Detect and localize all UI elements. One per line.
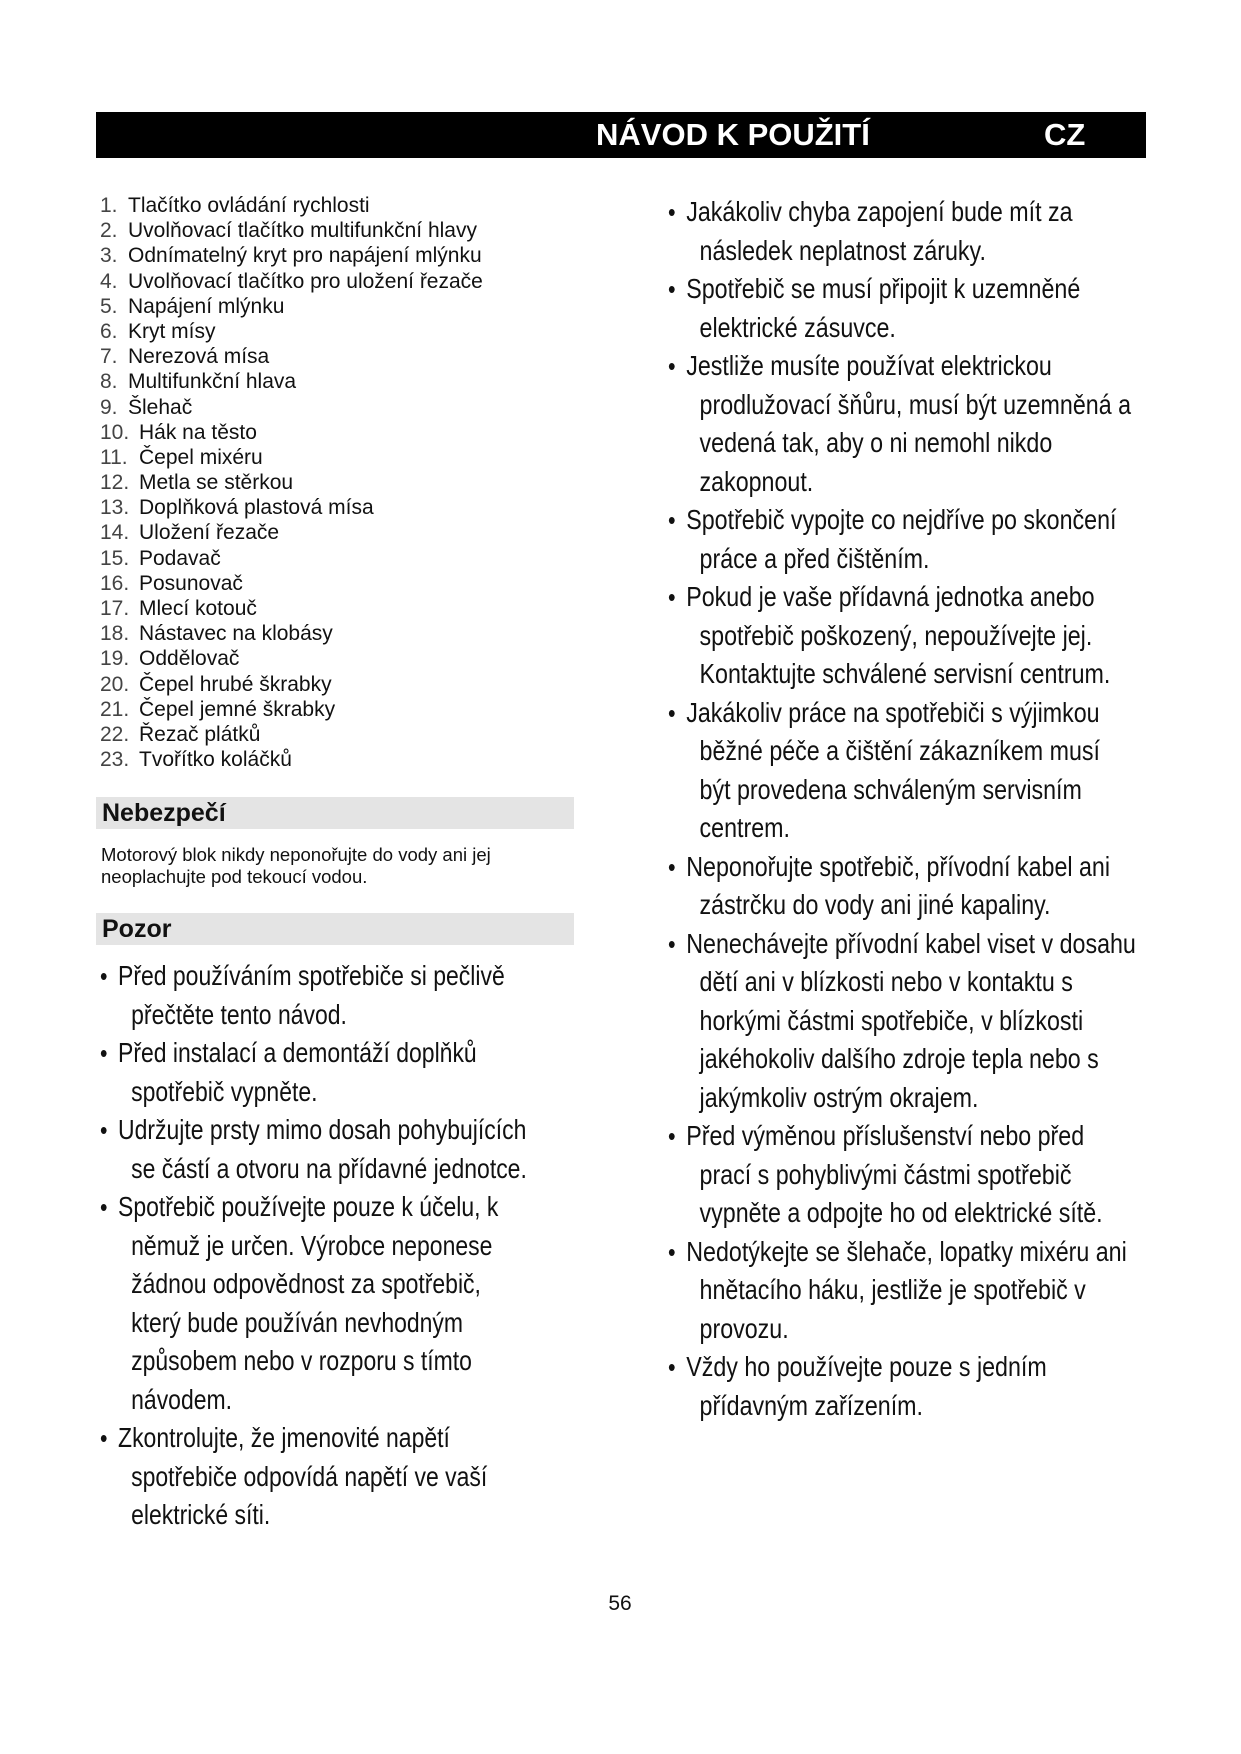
part-number: 16. [100, 571, 130, 595]
part-item [100, 672, 580, 697]
part-label: Mlecí kotouč [139, 597, 257, 620]
part-number: 18. [100, 622, 130, 646]
part-number: 8. [100, 370, 118, 394]
part-label: Uvolňovací tlačítko multifunkční hlavy [128, 219, 477, 243]
part-label: Čepel mixéru [139, 445, 263, 469]
part-item [100, 420, 580, 445]
part-item [100, 596, 580, 621]
part-number: 14. [100, 521, 130, 545]
caution-heading-bar [96, 913, 574, 945]
caution-bullet: • Spotřebič se musí připojit k uzemněné elektrické zásuvce. [668, 270, 1137, 347]
caution-bullet: • Udržujte prsty mimo dosah pohybujících se částí a otvoru na přídavné jednotce. [100, 1111, 535, 1188]
caution-list-left [100, 957, 535, 1535]
danger-heading: Nebezpečí [102, 799, 226, 827]
part-number: 11. [100, 445, 128, 469]
part-label: Uložení řezače [139, 521, 280, 545]
part-number: 22. [100, 722, 130, 746]
part-label: Řezač plátků [139, 722, 261, 746]
part-item [100, 243, 580, 268]
part-label: Tvořítko koláčků [139, 748, 292, 772]
part-number: 1. [100, 194, 118, 217]
caution-bullet: • Před výměnou příslušenství nebo před prací s pohyblivými částmi spotřebič vypněte a odpojte ho od elektrické sítě. [668, 1117, 1137, 1233]
caution-bullet: • Nenechávejte přívodní kabel viset v dosahu dětí ani v blízkosti nebo v kontaktu s horkými částmi spotřebiče, v blízkosti jakéhokoliv dalšího zdroje tepla nebo s jakýmkoliv ostrým okrajem. [668, 925, 1137, 1118]
caution-heading: Pozor [102, 915, 172, 943]
part-item [100, 395, 580, 420]
part-label: Metla se stěrkou [139, 471, 294, 495]
document-title: NÁVOD K POUŽITÍ [596, 117, 870, 152]
part-label: Posunovač [139, 571, 243, 595]
part-label: Nerezová mísa [128, 345, 270, 369]
language-code: CZ [1044, 117, 1086, 152]
part-number: 4. [100, 269, 118, 293]
part-item [100, 747, 580, 772]
part-label: Napájení mlýnku [128, 294, 285, 318]
part-number: 12. [100, 471, 130, 495]
part-number: 10. [100, 420, 130, 444]
part-number: 15. [100, 546, 130, 570]
part-label: Hák na těsto [139, 420, 257, 444]
part-item [100, 344, 580, 369]
caution-bullet: • Vždy ho používejte pouze s jedním přídavným zařízením. [668, 1348, 1137, 1425]
part-label: Oddělovač [139, 647, 240, 671]
part-label: Šlehač [128, 395, 193, 419]
part-item [100, 722, 580, 747]
part-item [100, 218, 580, 243]
caution-bullet: • Neponořujte spotřebič, přívodní kabel ani zástrčku do vody ani jiné kapaliny. [668, 848, 1137, 925]
part-number: 7. [100, 345, 118, 369]
part-label: Nástavec na klobásy [139, 622, 333, 646]
part-item [100, 697, 580, 722]
part-label: Uvolňovací tlačítko pro uložení řezače [128, 269, 483, 293]
part-label: Multifunkční hlava [128, 370, 297, 394]
part-item [100, 193, 580, 218]
page-header [96, 112, 1146, 158]
parts-list [100, 193, 580, 772]
part-item [100, 646, 580, 671]
part-number: 9. [100, 395, 118, 419]
part-number: 20. [100, 672, 130, 696]
part-number: 17. [100, 597, 130, 620]
part-item [100, 319, 580, 344]
part-item [100, 470, 580, 495]
part-label: Podavač [139, 546, 221, 570]
part-number: 19. [100, 647, 130, 671]
caution-bullet: • Před používáním spotřebiče si pečlivě přečtěte tento návod. [100, 957, 535, 1034]
caution-bullet: • Spotřebič používejte pouze k účelu, k němuž je určen. Výrobce neponese žádnou odpovědnost za spotřebič, který bude používán nevhodným způsobem nebo v rozporu s tímto návodem. [100, 1188, 535, 1419]
part-item [100, 445, 580, 470]
caution-bullet: • Jestliže musíte používat elektrickou prodlužovací šňůru, musí být uzemněná a vedená tak, aby o ni nemohl nikdo zakopnout. [668, 347, 1137, 501]
part-number: 2. [100, 219, 118, 243]
part-label: Doplňková plastová mísa [139, 496, 374, 520]
caution-bullet: • Pokud je vaše přídavná jednotka anebo spotřebič poškozený, nepoužívejte jej. Kontaktujte schválené servisní centrum. [668, 578, 1137, 694]
caution-bullet: • Jakákoliv chyba zapojení bude mít za následek neplatnost záruky. [668, 193, 1137, 270]
caution-bullet: • Před instalací a demontáží doplňků spotřebič vypněte. [100, 1034, 535, 1111]
danger-text: Motorový blok nikdy neponořujte do vody ani jej neoplachujte pod tekoucí vodou. [101, 844, 491, 887]
part-number: 13. [100, 496, 130, 520]
part-label: Odnímatelný kryt pro napájení mlýnku [128, 244, 482, 268]
part-item [100, 546, 580, 571]
part-number: 5. [100, 294, 118, 318]
part-item [100, 621, 580, 646]
part-item [100, 520, 580, 545]
part-number: 3. [100, 244, 118, 268]
part-label: Tlačítko ovládání rychlosti [128, 194, 370, 217]
part-label: Kryt mísy [128, 319, 216, 343]
part-number: 21. [100, 697, 130, 721]
caution-bullet: • Jakákoliv práce na spotřebiči s výjimkou běžné péče a čištění zákazníkem musí být provedena schváleným servisním centrem. [668, 694, 1137, 848]
part-number: 6. [100, 319, 118, 343]
page-number: 56 [608, 1592, 632, 1615]
caution-bullet: • Zkontrolujte, že jmenovité napětí spotřebiče odpovídá napětí ve vaší elektrické síti. [100, 1419, 535, 1535]
part-item [100, 369, 580, 394]
part-item [100, 269, 580, 294]
caution-bullet: • Nedotýkejte se šlehače, lopatky mixéru ani hnětacího háku, jestliže je spotřebič v provozu. [668, 1233, 1137, 1349]
caution-list-right [668, 193, 1137, 1425]
part-number: 23. [100, 748, 130, 772]
part-item [100, 571, 580, 596]
danger-heading-bar [96, 797, 574, 829]
part-item [100, 495, 580, 520]
part-label: Čepel jemné škrabky [139, 697, 336, 721]
part-label: Čepel hrubé škrabky [139, 672, 332, 696]
part-item [100, 294, 580, 319]
caution-bullet: • Spotřebič vypojte co nejdříve po skončení práce a před čištěním. [668, 501, 1137, 578]
